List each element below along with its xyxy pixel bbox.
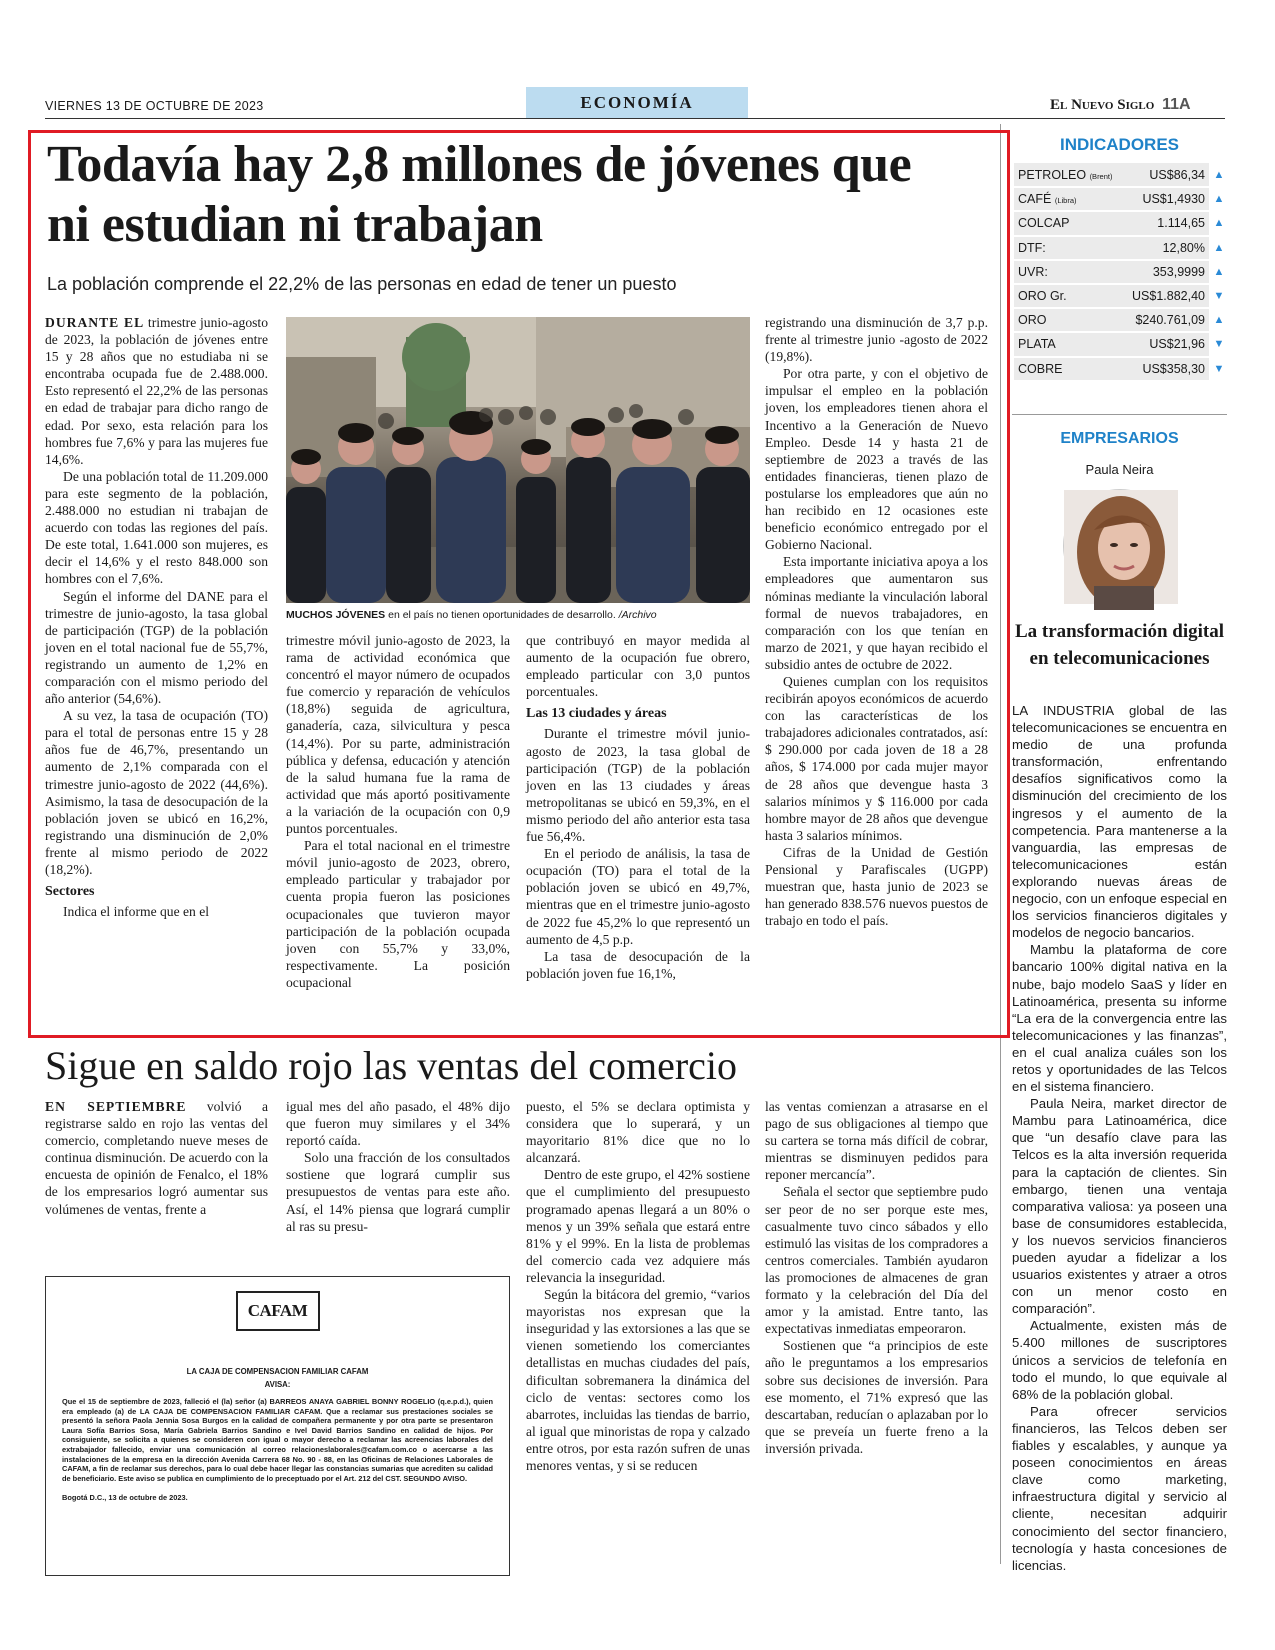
second-headline: Sigue en saldo rojo las ventas del comercio [45, 1043, 738, 1088]
columnist-avatar [1063, 489, 1177, 603]
indicator-name: CAFÉ (Libra) [1014, 187, 1123, 211]
empresarios-title: EMPRESARIOS [1060, 430, 1179, 447]
indicator-value: $240.761,09 [1123, 308, 1209, 332]
paragraph: LA INDUSTRIA global de las telecomunicaciones se encuentra en medio de una profunda transformación, enfrentando desafíos significativos como la disminución del crecimiento de los ingresos y el aumento de la competencia. Para mantenerse a la vanguardia, las empresas de telecomunicaciones están explorando nuevas áreas de negocio, con un enfoque especial en los servicios financieros digitales y modelos de negocio bancarios. [1012, 703, 1227, 941]
paragraph: Solo una fracción de los consultados sostiene que logrará cumplir sus presupuestos de ventas para este año. Así, el 14% piensa que logrará cumplir al ras su presu- [286, 1150, 510, 1234]
table-row [1014, 236, 1229, 260]
paragraph: DURANTE EL trimestre junio-agosto de 2023, la población de jóvenes entre 15 y 28 años que no estudiaba ni se encontraba ocupada fue de 2.488.000. Esto representó el 22,2% de las personas en edad de trabajar para dicho rango de edad. Por sexo, esta relación para los hombres fue 7,6% y para las mujeres fue 14,6%. [45, 315, 268, 467]
second-col-3 [526, 1098, 750, 1608]
paragraph: A su vez, la tasa de ocupación (TO) para el total de personas entre 15 y 28 años fue de 46,7%, presentando un aumento de 2,1% comparada con el trimestre junio-agosto de 2022 (44,6%). Asimismo, la tasa de desocupación de la población joven se ubicó en 16,2%, registrando una disminución de 2,0% frente al mismo periodo de 2022 (18,2%). [45, 708, 268, 877]
arrow-up-icon: ▲ [1209, 163, 1229, 187]
indicator-name: COBRE [1014, 357, 1123, 381]
notice-subheading: AVISA: [264, 1380, 291, 1389]
arrow-up-icon: ▲ [1209, 236, 1229, 260]
second-col-1 [45, 1098, 268, 1248]
table-row [1014, 163, 1229, 187]
paragraph: Quienes cumplan con los requisitos recibirán apoyos económicos de acuerdo con las características de los trabajadores adicionales contratados, así: $ 290.000 por cada joven de 18 a 28 años, $ 174.000 por cada mujer mayor de 28 años que devengue hasta 3 salarios mínimos y $ 116.000 por cada hombre mayor de 28 años que devengue hasta 3 salarios mínimos. [765, 673, 988, 843]
arrow-up-icon: ▲ [1209, 308, 1229, 332]
paragraph: Para el total nacional en el trimestre móvil junio-agosto de 2023, obrero, empleado particular y trabajador por cuenta propia fueron las posiciones ocupacionales que tuvieron mayor participación de la población ocupada joven con 55,7% y 33,0%, respectivamente. La posición ocupacional [286, 838, 510, 990]
indicator-name: PLATA [1014, 332, 1123, 356]
indicator-name: ORO [1014, 308, 1123, 332]
indicator-value: 1.114,65 [1123, 211, 1209, 235]
paragraph: puesto, el 5% se declara optimista y considera que lo superará, y un mayoritario 81% dice que no lo alcanzará. [526, 1099, 750, 1166]
indicator-value: 12,80% [1123, 236, 1209, 260]
cafam-logo: CAFAM [236, 1291, 320, 1331]
notice-date: Bogotá D.C., 13 de octubre de 2023. [62, 1493, 188, 1503]
photo-caption: MUCHOS JÓVENES en el país no tienen oportunidades de desarrollo. /Archivo [286, 609, 657, 621]
paragraph: trimestre móvil junio-agosto de 2023, la rama de actividad económica que concentró el mayor número de ocupados fue comercio y reparación de vehículos (18,8%) seguida de agricultura, ganadería, caza, silvicultura y pesca (14,4%). Por su parte, administración pública y defensa, educación y atención de la salud humana fue la rama de actividad que más aportó positivamente a la variación de la ocupación con 0,9 puntos porcentuales. [286, 633, 510, 837]
paragraph: las ventas comienzan a atrasarse en el pago de sus obligaciones al tiempo que su cartera se torna más difícil de cobrar, mientras se disminuyen pedidos para reponer mercancía”. [765, 1099, 988, 1183]
paragraph: De una población total de 11.209.000 para este segmento de la población, 2.488.000 no estudian ni trabajan de acuerdo con todas las regiones del país. De este total, 1.641.000 son mujeres, es decir el 14,6% y el resto 848.000 son hombres con el 7,6%. [45, 468, 268, 587]
table-row [1014, 260, 1229, 284]
section-banner [526, 87, 748, 118]
second-col-2 [286, 1098, 510, 1248]
subhead: Sectores [45, 884, 95, 900]
second-col-4 [765, 1098, 988, 1608]
sidebar-rule [1012, 414, 1227, 415]
header-rule [45, 118, 1225, 119]
paragraph: Señala el sector que septiembre pudo ser peor de no ser porque este mes, casualmente tuvo cinco sábados y ello estimuló las visitas de los compradores a centros comerciales. También ayudaron las promociones de almacenes de gran formato y la celebración del Día del amor y la amistad. Entre tanto, las expectativas inmediatas empeoraron. [765, 1184, 988, 1337]
paragraph: Mambu la plataforma de core bancario 100% digital nativa en la nube, bajo modelo SaaS y líder en Latinoamérica, presenta su informe “La era de la convergencia entre las telecomunicaciones y las finanzas”, en el cual analiza cuáles son los retos y oportunidades de las Telcos en el sistema financiero. [1012, 942, 1227, 1095]
paragraph: registrando una disminución de 3,7 p.p. frente al trimestre junio -agosto de 2022 (19,8%). [765, 315, 988, 365]
indicator-value: US$21,96 [1123, 332, 1209, 356]
table-row [1014, 284, 1229, 308]
lead-in: DURANTE EL [45, 315, 145, 330]
paragraph: que contribuyó en mayor medida al aumento de la ocupación fue obrero, empleado particular con 3,0 puntos porcentuales. [526, 633, 750, 700]
paragraph: Sostienen que “a principios de este año le preguntamos a los empresarios sobre sus decisiones de inversión. Para ese momento, el 71% expresó que las descartaban, reducían o aplazaban por lo que se preveía un fuerte freno a la inversión privada. [765, 1338, 988, 1456]
paragraph: Para ofrecer servicios financieros, las Telcos deben ser fiables y escalables, y aunque ya poseen conocimientos en áreas clave como marketing, infraestructura digital y servicio al cliente, necesitan adquirir conocimiento del sector financiero, tecnología y hasta concesiones de licencias. [1012, 1403, 1227, 1573]
arrow-up-icon: ▲ [1209, 187, 1229, 211]
main-headline: Todavía hay 2,8 millones de jóvenes que ni estudian ni trabajan [47, 136, 912, 253]
subhead: Las 13 ciudades y áreas [526, 706, 667, 722]
notice-heading: LA CAJA DE COMPENSACION FAMILIAR CAFAM [186, 1367, 369, 1376]
indicators-title: INDICADORES [1059, 135, 1179, 154]
paragraph: Cifras de la Unidad de Gestión Pensional y Parafiscales (UGPP) muestran que, hasta junio de 2023 se han generado 838.576 nuevos puestos de trabajo en todo el país. [765, 844, 988, 929]
columnist-name: Paula Neira [1085, 462, 1154, 477]
avatar-illustration [1064, 490, 1178, 604]
masthead [1050, 96, 1191, 114]
paragraph: Indica el informe que en el [63, 904, 210, 920]
paragraph: Actualmente, existen más de 5.400 millones de suscriptores únicos a servicios de telefonía en todo el mundo, lo que equivale al 68% de la población global. [1012, 1318, 1227, 1402]
indicator-value: US$1.882,40 [1123, 284, 1209, 308]
table-row [1014, 357, 1229, 381]
paragraph: Según la bitácora del gremio, “varios mayoristas nos expresan que la inseguridad y las extorsiones a las que se vienen sometiendo los comerciantes detallistas en muchas ciudades del país, dificultan sobremanera la dinámica del ciclo de ventas: sectores como los abarrotes, incluidas las tiendas de barrio, al igual que minoristas de ropa y calzado entre otros, por esta razón sufren de unas menores ventas, y si se reducen [526, 1287, 750, 1473]
indicator-value: US$86,34 [1123, 163, 1209, 187]
page-number: 11A [1162, 96, 1191, 113]
main-subheadline: La población comprende el 22,2% de las personas en edad de tener un puesto [47, 274, 677, 294]
paragraph: Esta importante iniciativa apoya a los empleadores que aumentaron sus nóminas mediante la vinculación laboral formal de nuevos trabajadores, en comparación con los que tenían en marzo de 2021, y que hayan recibido el subsidio antes de octubre de 2022. [765, 554, 988, 672]
paragraph: igual mes del año pasado, el 48% dijo que fueron muy similares y el 34% reportó caída. [286, 1099, 510, 1149]
paragraph: Paula Neira, market director de Mambu para Latinoamérica, dice que “un desafío clave para las Telcos es la alta inversión requerida para la captación de clientes. Sin embargo, tienen una ventaja comparativa valiosa: ya poseen una base de consumidores establecida, y los nuevos servicios financieros pueden ayudar a fidelizar a los usuarios existentes y atraer a otros con un menor costo en comparación”. [1012, 1096, 1227, 1317]
indicator-name: DTF: [1014, 236, 1123, 260]
arrow-down-icon: ▼ [1209, 357, 1229, 381]
section-label: ECONOMÍA [580, 92, 694, 112]
indicator-value: US$358,30 [1123, 357, 1209, 381]
indicator-name: ORO Gr. [1014, 284, 1123, 308]
indicators-table [1014, 163, 1229, 382]
column-headline: La transformación digital en telecomunicaciones [1015, 621, 1224, 669]
table-row [1014, 211, 1229, 235]
arrow-up-icon: ▲ [1209, 260, 1229, 284]
page-date: VIERNES 13 DE OCTUBRE DE 2023 [45, 99, 264, 113]
highlight-box [28, 130, 1010, 1038]
arrow-down-icon: ▼ [1209, 284, 1229, 308]
paragraph: Por otra parte, y con el objetivo de impulsar el empleo en la población joven, los empleadores tienen ahora el Incentivo a la Generación de Nuevo Empleo. Desde 14 y hasta 21 de septiembre de 2023 a través de las entidades financieras, tienen plazo de postularse los empleadores que aún no han recibido en 12 ocasiones este beneficio económico entregado por el Gobierno Nacional. [765, 366, 988, 553]
arrow-down-icon: ▼ [1209, 332, 1229, 356]
paragraph: Durante el trimestre móvil junio-agosto de 2023, la tasa global de participación (TGP) de la población joven en las 13 ciudades y áreas metropolitanas se ubicó en 59,3%, en el mismo periodo del año anterior esta tasa fue 56,4%. [526, 726, 750, 845]
empresarios-body [1012, 702, 1227, 1573]
table-row [1014, 308, 1229, 332]
indicator-name: UVR: [1014, 260, 1123, 284]
indicator-value: US$1,4930 [1123, 187, 1209, 211]
paragraph: EN SEPTIEMBRE volvió a registrarse saldo en rojo las ventas del comercio, completando nueve meses de continua disminución. De acuerdo con la encuesta de opinión de Fenalco, el 18% de los empresarios logró aumentar sus volúmenes de ventas, frente a [45, 1099, 268, 1217]
arrow-up-icon: ▲ [1209, 211, 1229, 235]
cafam-notice [45, 1276, 510, 1576]
paragraph: Según el informe del DANE para el trimestre de junio-agosto, la tasa global de participación (TGP) de la población joven en el total nacional fue de 55,7%, registrando un aumento de 1,2% en comparación con el mismo periodo del año anterior (54,6%). [45, 588, 268, 707]
paragraph: La tasa de desocupación de la población joven fue 16,1%, [526, 948, 750, 981]
newspaper-name: El Nuevo Siglo [1050, 97, 1155, 113]
table-row [1014, 187, 1229, 211]
paragraph: En el periodo de análisis, la tasa de ocupación (TO) para el total de la población joven se ubicó en 49,7%, mientras que en el trimestre junio-agosto de 2022 fue 45,2% lo que representó un aumento de 4,5 p.p. [526, 846, 750, 947]
table-row [1014, 332, 1229, 356]
indicator-name: PETROLEO (Brent) [1014, 163, 1123, 187]
paragraph: Dentro de este grupo, el 42% sostiene que el cumplimiento del presupuesto programado apenas llegará a un 80% o menos y un 39% señala que estará entre 81% y el 99%. En la lista de problemas del comercio cada vez adquiere más relevancia la inseguridad. [526, 1167, 750, 1285]
lead-in: EN SEPTIEMBRE [45, 1099, 187, 1114]
indicator-value: 353,9999 [1123, 260, 1209, 284]
indicator-name: COLCAP [1014, 211, 1123, 235]
notice-body: Que el 15 de septiembre de 2023, falleció el (la) señor (a) BARREOS ANAYA GABRIEL BONNY ROGELIO (q.e.p.d.), quien era empleado (a) de LA CAJA DE COMPENSACION FAMILIAR CAFAM. Que a reclamar sus prestaciones sociales se presentó la señora Paola Jennia Sosa Burgos en la calidad de compañera permanente y por otra parte se presentaron Laura Sofía Barrios Sosa, María Gabriela Barrios Sandino e Ivel David Barrios Sandino en calidad de hijos. Por consiguiente, se solicita a quienes se consideren con igual o mayor derecho a reclamar las acreencias laborales del extrabajador fallecido, enviar una comunicación al correo relacioneslaborales@cafam.com.co o acercarse a las instalaciones de la empresa en la dirección Avenida Carrera 68 No. 90 - 88, en las Oficinas de Relaciones Laborales de CAFAM, a fin de reclamar sus derechos, para lo cual debe hacer llegar las constancias sumarias que acrediten su calidad de beneficiario. Este aviso se publica en cumplimiento de lo preceptuado por el Art. 212 del CST. SEGUNDO AVISO. [62, 1397, 493, 1483]
